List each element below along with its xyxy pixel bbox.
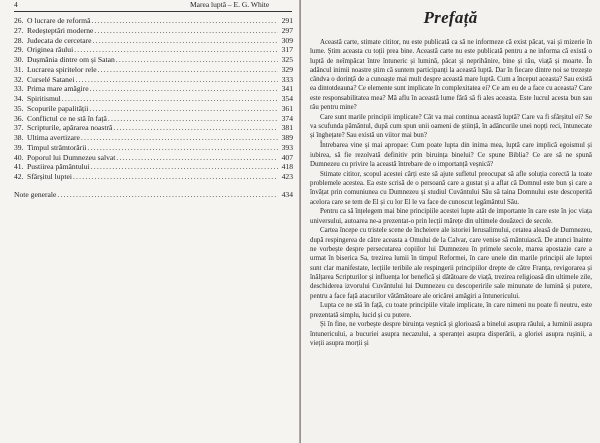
toc-entry-title: Pustiirea pământului <box>27 162 90 172</box>
toc-leader-dots <box>57 190 278 200</box>
toc-leader-dots <box>62 94 278 104</box>
toc-leader-dots <box>89 104 278 114</box>
toc-leader-dots <box>94 26 278 36</box>
toc-leader-dots <box>90 84 278 94</box>
toc-entry-page: 389 <box>281 133 293 142</box>
toc-entry-page: 329 <box>281 64 293 74</box>
toc-entry-number: 40. <box>14 152 24 162</box>
preface-paragraph: Lupta ce ne stă în față, cu toate principiile vitale implicate, în care nimeni nu poate fi neutru, este prezentată simplu, lucid și cu putere. <box>310 302 592 319</box>
running-header <box>14 0 292 12</box>
preface-paragraph: Pentru ca să înțelegem mai bine principiile acestei lupte atât de importante în care este în joc viața universului, autoarea ne-a prezentat-o prin lecții mărețe din ultimele douăzeci de secole. <box>310 208 592 225</box>
toc-entry-page: 418 <box>281 162 293 172</box>
toc-entry[interactable] <box>14 16 293 26</box>
preface-paragraph: Cartea începe cu tristele scene de încheiere ale istoriei Ierusalimului, cetatea aleasă de Dumnezeu, după respingerea de către aceasta a Omului de la Calvar, care venise să mântuiască. De atunci înainte ne vorbește despre persecutarea copiilor lui Dumnezeu în primele secole, marea apostazie care a urmat în biserica Sa, trezirea lumii în timpul Reformei, în care unele din marile principii ale luptei sunt clar manifestate, lecțiile teribile ale respingerii principiilor drepte de către Franța, revigorarea și înălțarea Scripturilor și influența lor benefică și dătătoare de viață, trezirea religioasă din ultimele zile, deschiderea izvorului Cuvântului lui Dumnezeu cu descoperirile sale minunate de lumină și putere, pentru a face față atacurilor vătămătoare ale oricărei amăgiri a întunericului. <box>310 227 592 300</box>
toc-entry[interactable] <box>14 94 293 104</box>
toc-entry-page: 354 <box>281 94 293 103</box>
preface-paragraph: Întrebarea vine și mai apropae: Cum poate lupta din inima mea, luptă care implică egoismul și iubirea, să fie rezolvată definitiv prin biruința binelui? Ce spune Biblia? Ce are să ne spună Dumnezeu cu privire la această întrebare de o importanță veșnică? <box>310 142 592 168</box>
toc-leader-dots <box>116 55 278 65</box>
toc-entry-number: 41. <box>14 162 24 172</box>
toc-entry-title: Dușmănia dintre om și Satan <box>27 55 115 64</box>
toc-leader-dots <box>75 75 278 85</box>
toc-entry[interactable] <box>14 123 293 133</box>
toc-entry-page: 434 <box>281 189 293 199</box>
table-of-contents <box>14 16 293 200</box>
toc-entry-title: Lucrarea spiritelor rele <box>27 64 97 74</box>
toc-entry-number: 26. <box>14 16 24 25</box>
toc-entry[interactable] <box>14 104 293 114</box>
toc-entry-page: 341 <box>281 84 293 94</box>
toc-entry-title: Conflictul ce ne stă în față <box>27 113 107 123</box>
preface-body <box>310 38 592 349</box>
toc-entry-title: Scopurile papalității <box>27 103 89 113</box>
toc-entry-number: 29. <box>14 45 24 55</box>
page-title: Prefață <box>423 8 478 27</box>
toc-leader-dots <box>87 143 278 153</box>
toc-entry-notes[interactable] <box>14 190 293 200</box>
running-title: Marea luptă – E. G. White <box>190 0 270 9</box>
toc-entry-page: 325 <box>281 55 293 64</box>
toc-entry-title: Redeșteptări moderne <box>27 25 94 35</box>
toc-entry-title: Judecata de cercetare <box>27 35 92 45</box>
toc-entry-title: Timpul strâmtorării <box>27 142 87 152</box>
toc-entry-number: 31. <box>14 64 24 74</box>
toc-entry-title: Scripturile, apărarea noastră <box>27 123 113 133</box>
toc-leader-dots <box>93 36 279 46</box>
toc-entry-number: 38. <box>14 133 24 142</box>
toc-entry-page: 361 <box>281 103 293 113</box>
toc-entry-title: Spiritismul <box>27 94 61 103</box>
toc-entry[interactable] <box>14 36 293 46</box>
toc-entry[interactable] <box>14 75 293 85</box>
toc-leader-dots <box>116 153 278 163</box>
preface-paragraph: Care sunt marile principii implicate? Cât va mai continua această luptă? Care va fi sfârșitul ei? Se va scufunda pământul, după cum spun unii oameni de știință, în adâncurile unei nopți reci, întunecate și înghețate? Sau există un viitor mai bun? <box>310 113 592 140</box>
toc-entry[interactable] <box>14 65 293 75</box>
toc-entry[interactable] <box>14 114 293 124</box>
toc-entry-number: 36. <box>14 113 24 123</box>
toc-entry-page: 317 <box>281 45 293 55</box>
toc-entry-page: 381 <box>281 123 293 133</box>
toc-entry-title: Ultima avertizare <box>27 133 80 142</box>
page-number: 4 <box>14 0 18 9</box>
toc-entry-page: 333 <box>281 74 293 84</box>
toc-leader-dots <box>73 172 278 182</box>
toc-entry-number: 42. <box>14 172 24 181</box>
toc-entry-page: 423 <box>281 172 293 181</box>
toc-leader-dots <box>74 45 278 55</box>
toc-entry-number: 39. <box>14 142 24 152</box>
toc-entry-number: 28. <box>14 35 24 45</box>
toc-entry-title: O lucrare de reformă <box>27 16 91 25</box>
toc-entry-title: Sfârșitul luptei <box>27 172 72 181</box>
toc-entry-page: 297 <box>281 25 293 35</box>
toc-leader-dots <box>91 162 278 172</box>
toc-entry[interactable] <box>14 84 293 94</box>
toc-entry-number: 35. <box>14 103 24 113</box>
toc-entry[interactable] <box>14 26 293 36</box>
toc-entry-title: Prima mare amăgire <box>27 84 89 94</box>
toc-entry[interactable] <box>14 133 293 143</box>
toc-leader-dots <box>91 16 278 26</box>
toc-entry-number: 33. <box>14 84 24 94</box>
toc-entry[interactable] <box>14 45 293 55</box>
toc-entry[interactable] <box>14 172 293 182</box>
toc-entry-page: 291 <box>281 16 293 25</box>
toc-entry-number: 37. <box>14 123 24 133</box>
toc-entry-number: 27. <box>14 25 24 35</box>
toc-entry-title: Originea răului <box>27 45 74 55</box>
preface-paragraph: Această carte, stimate cititor, nu este publicată ca să ne informeze că exist păcat, vai și mizerie în lume. Știm aceasta cu toții prea bine. Această carte nu este publicată pentru a ne informa că există o luptă de neîmpăcat între întuneric și lumină, păcat și neprihănire, bine și rău, viață și moarte. În adâncul inimii noastre știm că suntem participanți la această luptă. Dar în fiecare dintre noi se trezește cândva o dorință de a cunoaște mai mult despre această mare luptă. Cum a început aceasta? Sau există ea dintotdeauna? Ce elemente sunt implicate în complexitatea ei? Ce am eu de a face cu aceasta? Care este responsabilitatea mea? Mă aflu în această lume fără să fi ales aceasta. Este lucrul acesta bun sau rău pentru mine? <box>310 39 592 112</box>
toc-entry[interactable] <box>14 143 293 153</box>
toc-leader-dots <box>108 114 278 124</box>
toc-entry[interactable] <box>14 55 293 65</box>
toc-entry-title: Curselé Satanei <box>27 74 75 84</box>
toc-entry-number: 32. <box>14 74 24 84</box>
preface-paragraph: Stimate cititor, scopul acestei cărți este să ajute sufletul preocupat să afle soluția corectă la toate problemele acestea. Ea este scrisă de o persoană care a gustat și a aflat că Domnul este bun și care a învățat prin comuniunea cu Dumnezeu și studiul Cuvântului Său să taina Domnului este descoperită acelora care se tem de El și cu lor El le va face de cunoscut legământul Său. <box>310 170 592 206</box>
toc-leader-dots <box>113 123 278 133</box>
toc-entry-page: 309 <box>281 35 293 45</box>
toc-entry[interactable] <box>14 162 293 172</box>
toc-entry-title: Note generale <box>14 189 57 199</box>
toc-entry[interactable] <box>14 153 293 163</box>
preface-paragraph: Și în fine, ne vorbește despre biruința veșnică și glorioasă a binelui asupra răului, a luminii asupra întunericului, a bucuriei asupra necazului, a speranței asupra disperării, a gloriei asupra rușinii, a vieții asupra morții și <box>310 321 592 347</box>
toc-entry-title: Poporul lui Dumnezeu salvat <box>27 152 116 162</box>
toc-entry-page: 393 <box>281 142 293 152</box>
toc-leader-dots <box>81 133 278 143</box>
toc-entry-page: 407 <box>281 152 293 162</box>
right-page <box>301 0 600 443</box>
toc-leader-dots <box>98 65 278 75</box>
toc-entry-number: 30. <box>14 55 24 64</box>
toc-entry-page: 374 <box>281 113 293 123</box>
toc-entry-number: 34. <box>14 94 24 103</box>
